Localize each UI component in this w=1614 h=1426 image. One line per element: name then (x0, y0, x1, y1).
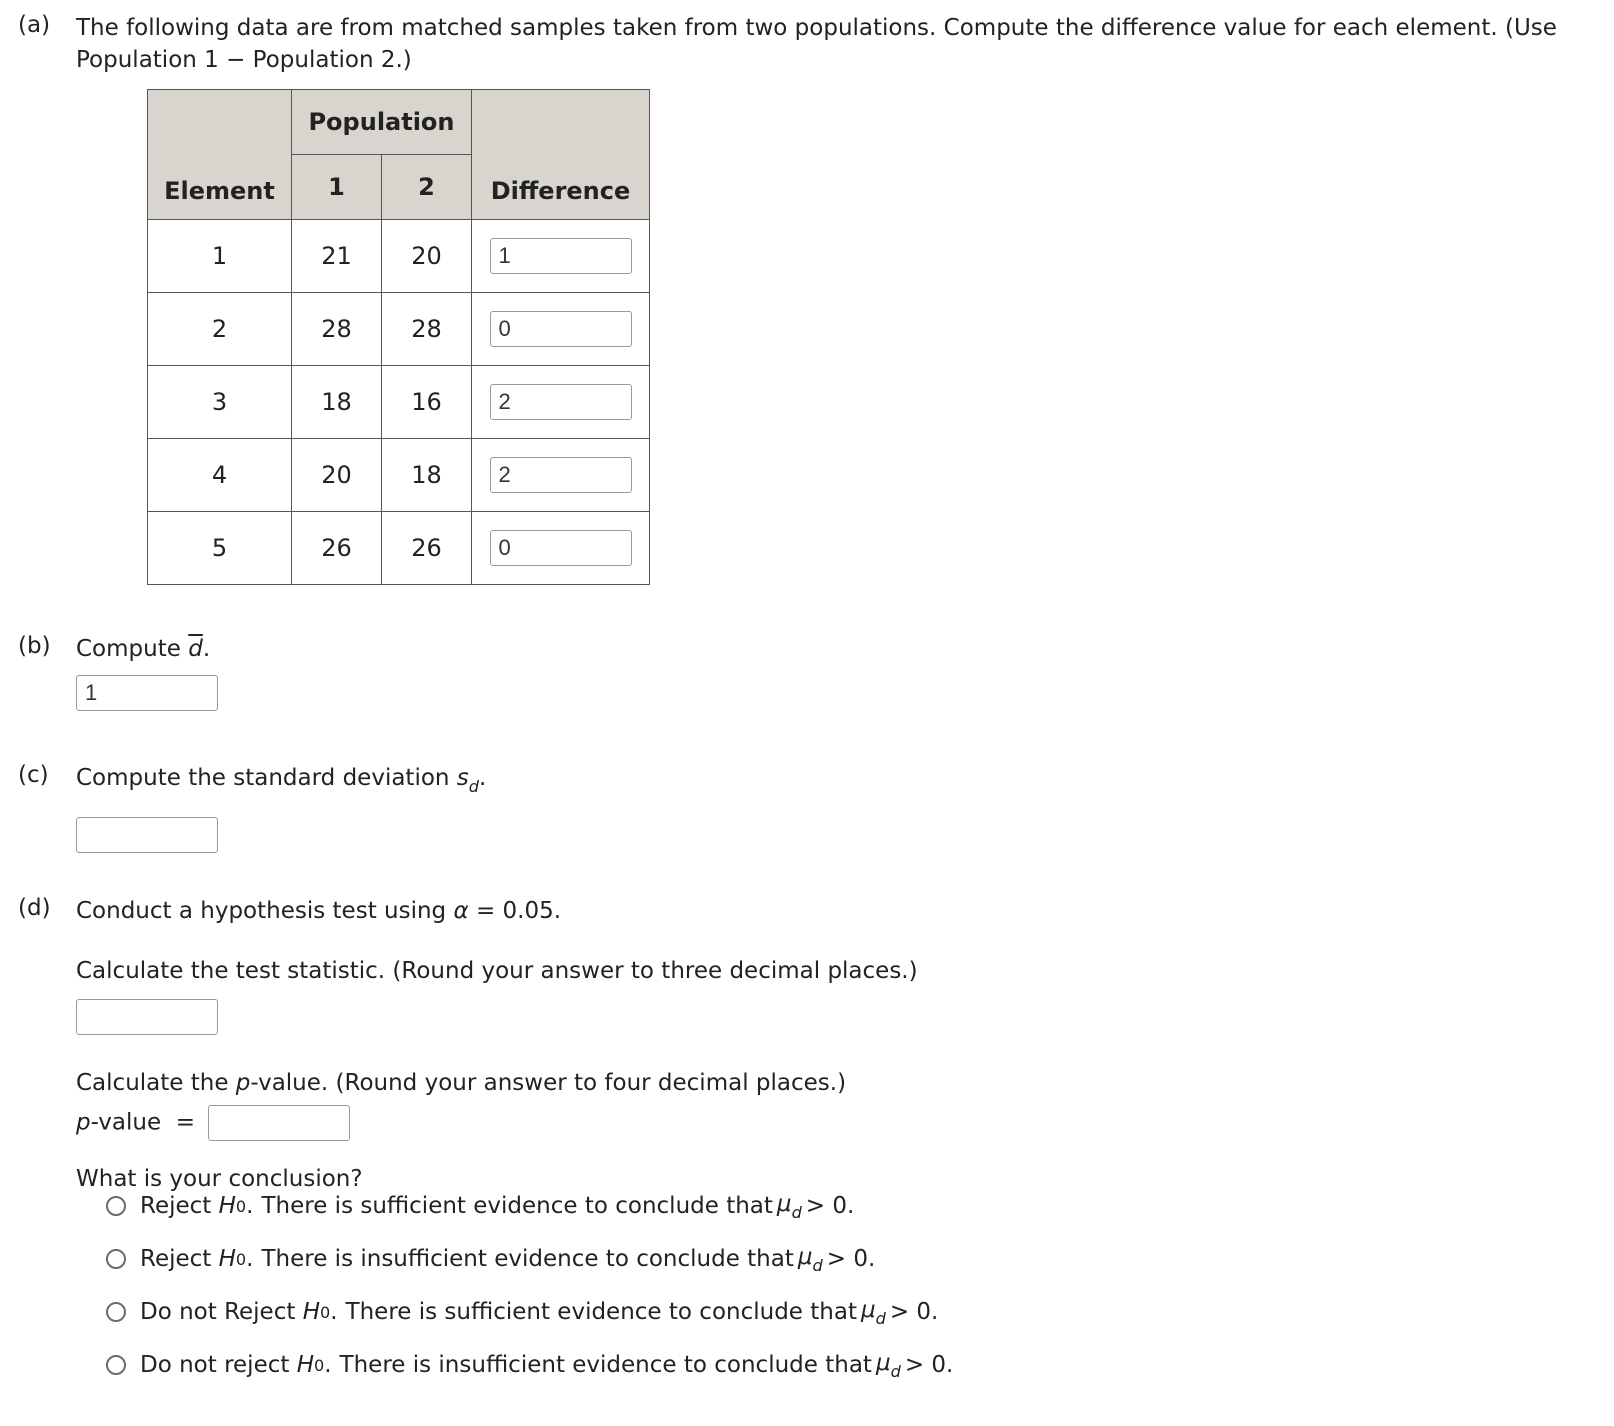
option-tail: There is sufficient evidence to conclude that (261, 1193, 773, 1219)
test-statistic-input[interactable] (76, 999, 218, 1035)
mu-subscript: d (791, 1202, 802, 1222)
part-d-text: Conduct a hypothesis test using (76, 898, 447, 924)
h-symbol: H (218, 1246, 236, 1272)
h-symbol: H (302, 1299, 320, 1325)
mu-d-symbol (876, 1350, 901, 1381)
mu-subscript: d (875, 1308, 886, 1328)
h-dot: . (246, 1193, 254, 1219)
difference-input-4[interactable] (490, 457, 632, 493)
population-1-cell: 28 (292, 293, 382, 366)
d-bar-input[interactable] (76, 675, 218, 711)
difference-input-2[interactable] (490, 311, 632, 347)
option-lead: Do not reject (140, 1352, 297, 1378)
population-2-cell: 18 (382, 439, 472, 512)
table-row (148, 220, 650, 293)
pvalue-prompt (76, 1067, 1596, 1099)
option-tail: There is insufficient evidence to conclude that (261, 1246, 794, 1272)
population-1-cell: 21 (292, 220, 382, 293)
mu-subscript: d (812, 1255, 823, 1275)
option-tail: There is insufficient evidence to conclude that (339, 1352, 872, 1378)
mu-d-symbol (798, 1244, 823, 1275)
comparison-text: > 0. (826, 1246, 876, 1272)
h-symbol: H (218, 1193, 236, 1219)
population-1-cell: 26 (292, 512, 382, 585)
s-subscript: d (468, 777, 479, 796)
h-symbol: H (296, 1352, 314, 1378)
mu-d-symbol (861, 1297, 886, 1328)
table-row (148, 293, 650, 366)
part-a (18, 12, 1596, 76)
mu-symbol: μ (776, 1190, 792, 1217)
population-2-cell: 20 (382, 220, 472, 293)
part-b-period: . (202, 636, 211, 662)
radio-button[interactable] (106, 1249, 126, 1269)
h-subscript: 0 (313, 1355, 325, 1375)
header-population-2: 2 (382, 155, 472, 220)
part-c-period: . (479, 765, 487, 791)
element-cell: 2 (148, 293, 292, 366)
pvalue-prompt-prefix: Calculate the (76, 1070, 236, 1096)
option-lead: Reject (140, 1246, 219, 1272)
pvalue-label-rest: -value = (90, 1109, 196, 1136)
h-dot: . (324, 1352, 332, 1378)
radio-button[interactable] (106, 1302, 126, 1322)
element-cell: 4 (148, 439, 292, 512)
table-row (148, 512, 650, 585)
pvalue-row (76, 1105, 1596, 1141)
pvalue-input[interactable] (208, 1105, 350, 1141)
alpha-value: = 0.05. (468, 898, 562, 924)
conclusion-option-1[interactable] (106, 1186, 854, 1226)
difference-cell (472, 220, 650, 293)
population-2-cell: 26 (382, 512, 472, 585)
header-population-1: 1 (292, 155, 382, 220)
comparison-text: > 0. (904, 1352, 954, 1378)
mu-d-symbol (777, 1191, 802, 1222)
pvalue-prompt-rest: -value. (Round your answer to four decimal places.) (250, 1070, 847, 1096)
conclusion-option-2[interactable] (106, 1239, 875, 1279)
difference-cell (472, 439, 650, 512)
h-subscript: 0 (235, 1196, 247, 1216)
conclusion-option-4[interactable] (106, 1345, 953, 1385)
element-cell: 3 (148, 366, 292, 439)
mu-symbol: μ (797, 1243, 813, 1270)
population-1-cell: 18 (292, 366, 382, 439)
part-d (18, 895, 1596, 1195)
option-lead: Do not Reject (140, 1299, 303, 1325)
part-d-letter: (d) (18, 895, 51, 921)
conclusion-prompt: What is your conclusion? (76, 1166, 363, 1192)
s-symbol: s (456, 765, 469, 791)
part-c (18, 762, 1596, 853)
table-row (148, 366, 650, 439)
difference-table (147, 89, 650, 585)
option-tail: There is sufficient evidence to conclude that (345, 1299, 857, 1325)
d-bar-symbol: $\overline{d}$ (188, 636, 203, 662)
radio-button[interactable] (106, 1355, 126, 1375)
header-element: Element (148, 90, 292, 220)
comparison-text: > 0. (889, 1299, 939, 1325)
part-c-text: Compute the standard deviation (76, 765, 450, 791)
radio-button[interactable] (106, 1196, 126, 1216)
population-1-cell: 20 (292, 439, 382, 512)
difference-cell (472, 512, 650, 585)
part-b-letter: (b) (18, 633, 51, 659)
mu-symbol: μ (860, 1296, 876, 1323)
part-d-prompt (76, 895, 1596, 927)
difference-input-5[interactable] (490, 530, 632, 566)
element-cell: 1 (148, 220, 292, 293)
conclusion-option-3[interactable] (106, 1292, 938, 1332)
alpha-symbol: α (453, 898, 469, 924)
std-dev-input[interactable] (76, 817, 218, 853)
option-lead: Reject (140, 1193, 219, 1219)
difference-input-3[interactable] (490, 384, 632, 420)
population-2-cell: 28 (382, 293, 472, 366)
mu-subscript: d (890, 1361, 901, 1381)
h-subscript: 0 (319, 1302, 331, 1322)
part-a-instructions-line2: Population 1 − Population 2.) (76, 47, 412, 73)
header-difference: Difference (472, 90, 650, 220)
part-b-text: Compute (76, 636, 181, 662)
h-dot: . (330, 1299, 338, 1325)
pvalue-prompt-p: p (235, 1070, 251, 1096)
part-b-prompt (76, 633, 1596, 665)
part-a-instructions-line1: The following data are from matched samples taken from two populations. Compute the difference value for each element. (Use (76, 15, 1557, 41)
mu-symbol: μ (875, 1349, 891, 1376)
table-row (148, 439, 650, 512)
element-cell: 5 (148, 512, 292, 585)
h-dot: . (246, 1246, 254, 1272)
part-c-letter: (c) (18, 762, 49, 788)
header-population: Population (292, 90, 472, 155)
difference-cell (472, 293, 650, 366)
pvalue-label-p: p (76, 1109, 91, 1136)
comparison-text: > 0. (805, 1193, 855, 1219)
part-b (18, 633, 1596, 711)
difference-cell (472, 366, 650, 439)
test-stat-prompt: Calculate the test statistic. (Round your answer to three decimal places.) (76, 958, 918, 984)
difference-input-1[interactable] (490, 238, 632, 274)
population-2-cell: 16 (382, 366, 472, 439)
h-subscript: 0 (235, 1249, 247, 1269)
part-c-prompt (76, 762, 1596, 803)
part-a-letter: (a) (18, 12, 51, 38)
